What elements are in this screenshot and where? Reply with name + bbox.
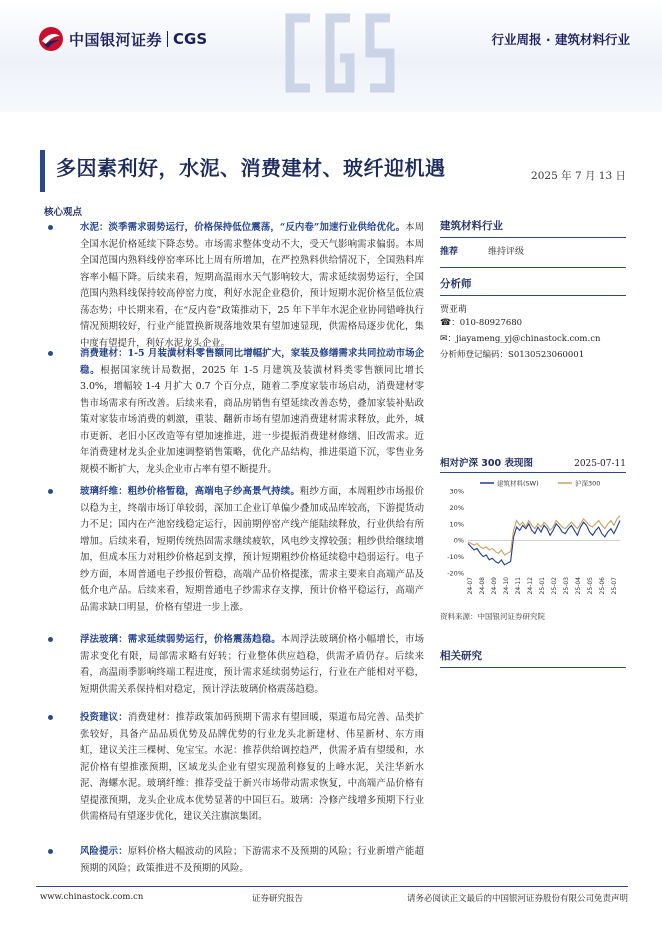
chart-divider bbox=[440, 472, 626, 473]
core-views-body bbox=[44, 220, 424, 882]
bullet-lead: 消费建材：1-5 月装潢材料零售额同比增幅扩大，家装及修缮需求共同拉动市场企稳。 bbox=[80, 348, 424, 376]
x-tick-label: 25-06 bbox=[599, 577, 606, 595]
phone-number: 010-80927680 bbox=[459, 318, 523, 328]
bullet-lead: 风险提示： bbox=[80, 846, 128, 857]
bullet-text: 粗纱方面，本周粗纱市场报价以稳为主，终端市场订单较弱，深加工企业订单偏少叠加成品库较高，下游提货动力不足；国内在产池窑线稳定运行，因前期停窑产线产能陆续释放，行业供给有所增加。后续来看，短期传统热固需求继续疲软，风电纱支撑较强；粗纱供给继续增加，但成本压力对粗纱价格起到支撑，预计短期粗纱价格延续稳中趋弱运行。电子纱方面，本周普通电子纱报价暂稳，高端产品价格提涨，需求主要来自高端产品及低介电产品。后续来看，短期普通电子纱需求存支撑，预计价格平稳运行，高端产品需求缺口明显，价格有望进一步上涨。 bbox=[80, 486, 424, 613]
y-tick-label: -10% bbox=[447, 553, 464, 562]
bullet-dot bbox=[48, 637, 53, 642]
bullet-risk-warning bbox=[44, 844, 424, 880]
bullet-text: 原料价格大幅波动的风险；下游需求不及预期的风险；行业新增产能超预期的风险；政策推进不及预期的风险。 bbox=[80, 846, 424, 874]
analyst-title: 分析师 bbox=[440, 276, 626, 296]
bullet-dot bbox=[48, 715, 53, 720]
bullet-consumer-building-materials bbox=[44, 346, 424, 482]
bullet-text: 本周浮法玻璃价格小幅增长，市场需求变化有限，局部需求略有好转；行业整体供应趋稳，供需矛盾仍存。后续来看，高温雨季影响终端工程进度，预计需求延续弱势运行，行业在产能相对平稳，短期供需关系保持相对稳定，预计浮法玻璃价格震荡趋稳。 bbox=[80, 634, 424, 695]
bullet-lead: 浮法玻璃：需求延续弱势运行，价格震荡趋稳。 bbox=[80, 634, 281, 645]
logo-english-text: CGS bbox=[173, 30, 208, 48]
footer-divider bbox=[36, 886, 628, 887]
chart-header bbox=[440, 455, 626, 469]
right-sidebar bbox=[440, 218, 626, 674]
page-header bbox=[0, 0, 662, 112]
email-icon: ✉ bbox=[440, 334, 448, 344]
relative-performance-chart bbox=[440, 477, 626, 607]
bullet-text: 本周全国水泥价格延续下降态势。市场需求整体变动不大，受天气影响需求偏弱。本周全国范围内熟料线停窑率环比上周有所增加，在严控熟料供给情况下，全国熟料库容率小幅下降。后续来看，短期高温雨水天气影响较大，需求延续弱势运行，全国范围内熟料线保持较高停窑力度，利好水泥企业稳价，预计短期水泥价格呈低位震荡态势；中长期来看，在“反内卷”政策推动下，25 年下半年水泥企业协同错峰执行情况预期较好，行业产能置换新规落地效果有望加速显现，供需格局逐步优化，集中度有望提升，利好水泥龙头企业。 bbox=[80, 222, 424, 349]
x-tick-label: 24-12 bbox=[527, 577, 534, 595]
legend-label: 沪深300 bbox=[575, 479, 601, 488]
email-link[interactable]: jiayameng_yj@chinastock.com.cn bbox=[456, 334, 601, 344]
analyst-email: ✉：jiayameng_yj@chinastock.com.cn bbox=[440, 334, 601, 344]
spacer bbox=[440, 363, 626, 455]
spacer bbox=[440, 622, 626, 648]
bullet-dot bbox=[48, 489, 53, 494]
analyst-registration: 分析师登记编码：S0130523060001 bbox=[440, 350, 585, 360]
title-accent-bar bbox=[40, 150, 45, 192]
x-tick-label: 25-05 bbox=[587, 577, 594, 595]
bullet-investment-advice bbox=[44, 710, 424, 842]
report-category: 行业周报 · 建筑材料行业 bbox=[491, 32, 630, 47]
y-tick-label: 20% bbox=[449, 503, 464, 512]
bullet-glass-fiber bbox=[44, 484, 424, 630]
series-line bbox=[468, 521, 620, 565]
bullet-float-glass bbox=[44, 632, 424, 708]
core-views-label: 核心观点 bbox=[44, 207, 83, 218]
logo-chinese-text: 中国银河证券 bbox=[69, 30, 163, 49]
phone-icon: ☎ bbox=[440, 318, 452, 328]
y-tick-label: 10% bbox=[449, 520, 464, 529]
bullet-cement bbox=[44, 220, 424, 349]
bullet-dot bbox=[48, 849, 53, 854]
report-title: 多因素利好，水泥、消费建材、玻纤迎机遇 bbox=[56, 156, 446, 180]
rating-value: 维持评级 bbox=[488, 247, 525, 257]
x-tick-label: 24-08 bbox=[479, 577, 486, 595]
bullet-lead: 玻璃纤维：粗纱价格暂稳，高端电子纱高景气持续。 bbox=[80, 486, 300, 497]
analyst-name: 贾亚萌 bbox=[440, 305, 468, 315]
analyst-phone: ☎：010-80927680 bbox=[440, 318, 523, 328]
x-tick-label: 24-11 bbox=[515, 577, 522, 595]
cgs-logo-icon bbox=[38, 26, 64, 52]
section-divider bbox=[440, 267, 626, 268]
related-research-title: 相关研究 bbox=[440, 648, 626, 668]
bullet-dot bbox=[48, 225, 53, 230]
logo-divider bbox=[167, 31, 168, 47]
legend-label: 建筑材料(SW) bbox=[497, 479, 539, 488]
chart-source: 资料来源：中国银河证券研究院 bbox=[440, 612, 545, 621]
company-logo bbox=[38, 26, 207, 52]
series-line bbox=[468, 516, 620, 555]
x-tick-label: 25-04 bbox=[575, 577, 582, 595]
bullet-lead: 水泥：淡季需求弱势运行，价格保持低位震荡，“反内卷”加速行业供给优化。 bbox=[80, 222, 406, 233]
x-tick-label: 24-10 bbox=[503, 577, 510, 595]
chart-title: 相对沪深 300 表现图 bbox=[440, 458, 533, 469]
x-tick-label: 25-07 bbox=[611, 577, 618, 595]
footer-report-type: 证券研究报告 bbox=[252, 894, 304, 904]
rating-key: 推荐 bbox=[440, 247, 459, 257]
bullet-dot bbox=[48, 351, 53, 356]
rating-row bbox=[440, 244, 626, 257]
industry-title: 建筑材料行业 bbox=[440, 218, 626, 238]
y-tick-label: 30% bbox=[449, 487, 464, 496]
x-tick-label: 24-07 bbox=[467, 577, 474, 595]
bullet-lead: 投资建议： bbox=[80, 712, 128, 723]
x-tick-label: 25-03 bbox=[563, 577, 570, 595]
decorative-cgs-watermark bbox=[250, 8, 420, 98]
x-tick-label: 24-09 bbox=[491, 577, 498, 595]
footer-disclaimer: 请务必阅读正文最后的中国银河证券股份有限公司免责声明 bbox=[406, 894, 628, 904]
y-tick-label: -20% bbox=[447, 569, 464, 578]
footer-website[interactable]: www.chinastock.com.cn bbox=[40, 892, 144, 902]
y-tick-label: 0% bbox=[453, 536, 464, 545]
report-date: 2025 年 7 月 13 日 bbox=[531, 170, 626, 182]
bullet-text: 消费建材：推荐政策加码预期下需求有望回暖，渠道布局完善、品类扩张较好，具备产品品质优势及品牌优势的行业龙头北新建材、伟星新材、东方雨虹，建议关注三棵树、兔宝宝。水泥：推荐供给调控趋严，供需矛盾有望缓和，水泥价格有望推涨预期，区域龙头企业有望实现盈利修复的上峰水泥，关注华新水泥、海螺水泥。玻璃纤维：推荐受益于新兴市场带动需求恢复，中高端产品价格有望提涨预期，龙头企业成本优势显著的中国巨石。玻璃：冷修产线增多预期下行业供需格局有望逐步优化，建议关注旗滨集团。 bbox=[80, 712, 424, 822]
chart-date: 2025-07-11 bbox=[574, 459, 626, 469]
bullet-text: 根据国家统计局数据，2025 年 1-5 月建筑及装潢材料类零售额同比增长 3.0%，增幅较 1-4 月扩大 0.7 个百分点，随着二季度家装市场启动，消费建材零售市场需求有所改善。后续来看，商品房销售有望延续改善态势，叠加家装补贴政策对家装市场消费的刺激，重装、翻新市场有望加速消费建材需求释放，此外，城市更新、老旧小区改造等有望加速推进，进一步提振消费建材修缮、旧改需求。近年消费建材龙头企业加速调整销售策略，优化产品结构，推进渠道下沉，零售业务规模不断扩大，龙头企业市占率有望不断提升。 bbox=[80, 364, 424, 475]
x-tick-label: 25-02 bbox=[551, 577, 558, 595]
x-tick-label: 25-01 bbox=[539, 577, 546, 595]
